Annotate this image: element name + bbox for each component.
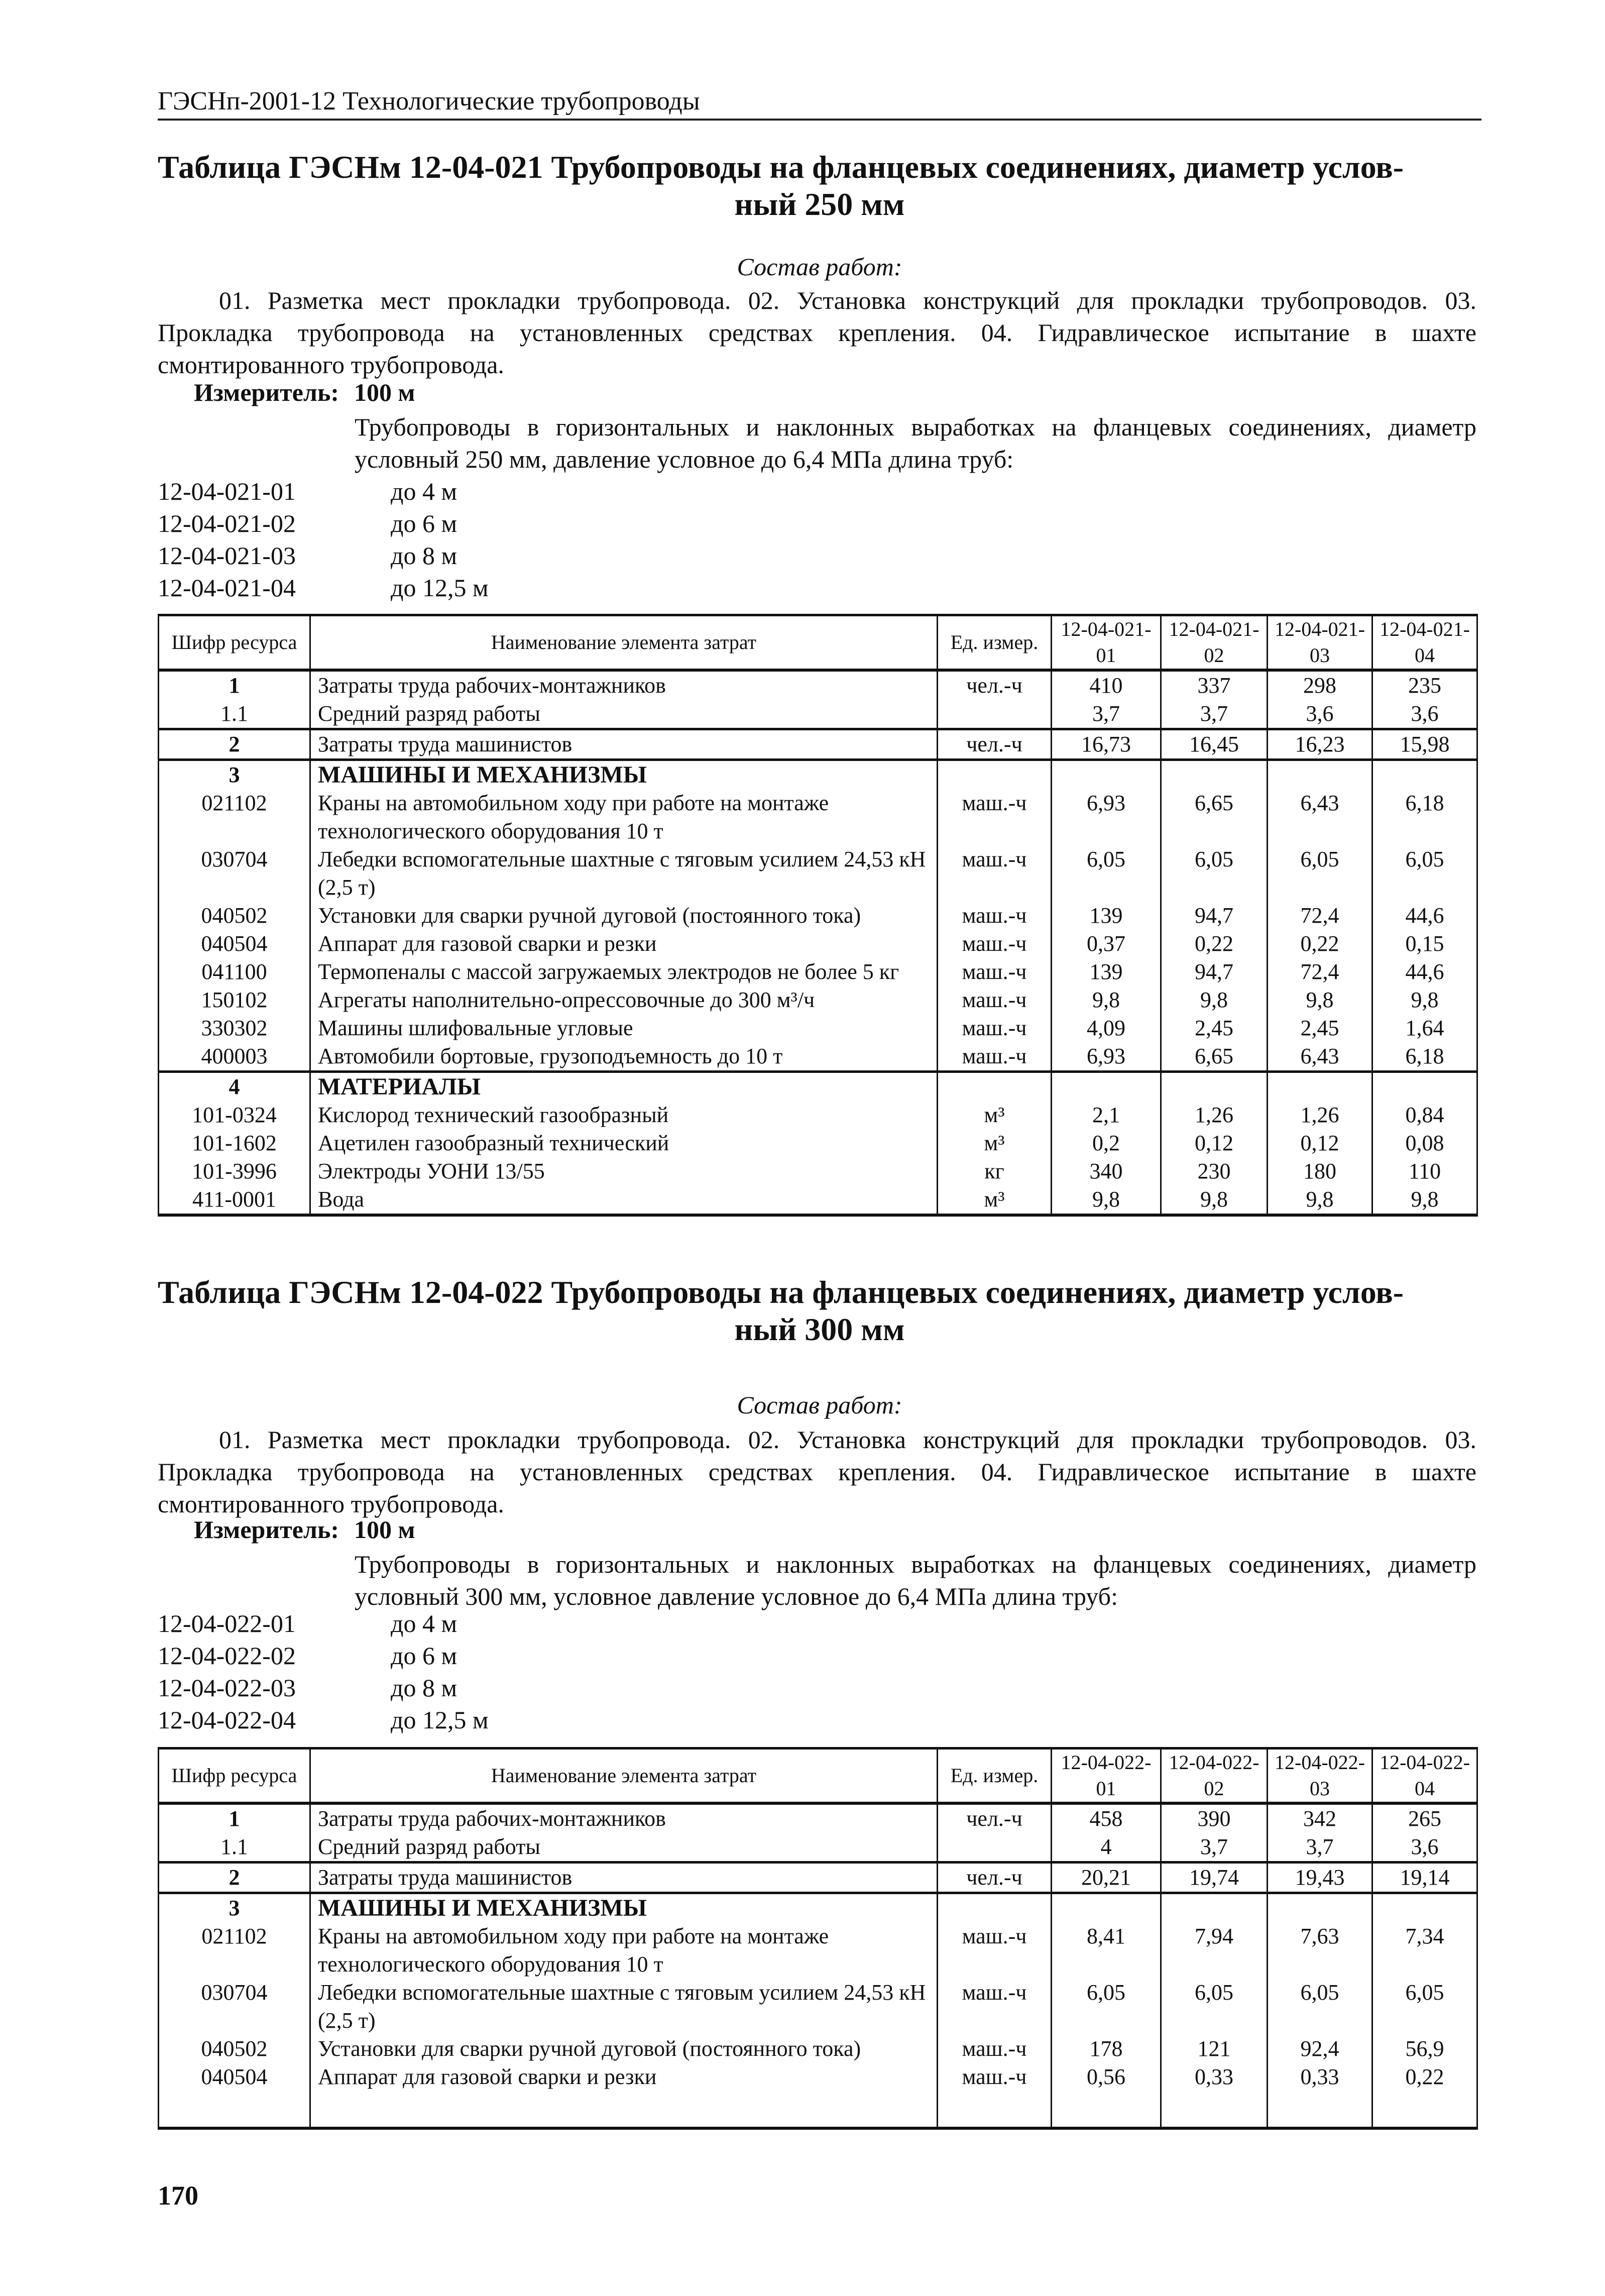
- value: 121: [1161, 2035, 1268, 2063]
- unit: м³: [938, 1185, 1052, 1215]
- header-norm-code: 12-04-022-04: [1372, 1748, 1477, 1804]
- table-row: [159, 700, 1477, 729]
- value: 6,05: [1372, 845, 1477, 902]
- value: 3,7: [1161, 1833, 1268, 1863]
- value: 9,8: [1372, 986, 1477, 1014]
- value: 0,56: [1052, 2063, 1161, 2128]
- resource-code: 040502: [159, 2035, 310, 2063]
- value: 6,05: [1052, 845, 1161, 902]
- value: 2,1: [1052, 1101, 1161, 1129]
- value: 0,33: [1161, 2063, 1268, 2128]
- value: 0,08: [1372, 1129, 1477, 1157]
- value: 139: [1052, 958, 1161, 986]
- resource-code: 021102: [159, 1922, 310, 1979]
- unit: чел.-ч: [938, 1803, 1052, 1833]
- resource-name: Аппарат для газовой сварки и резки: [310, 930, 938, 958]
- resource-code: 041100: [159, 958, 310, 986]
- value: 16,23: [1268, 729, 1372, 760]
- resource-name: Установки для сварки ручной дуговой (постоянного тока): [310, 902, 938, 930]
- resource-code: 400003: [159, 1042, 310, 1072]
- resource-name: Затраты труда машинистов: [310, 729, 938, 760]
- resource-name: Средний разряд работы: [310, 700, 938, 729]
- unit: [938, 700, 1052, 729]
- measure-label: Измеритель:: [194, 378, 339, 406]
- value: [1268, 1893, 1372, 1923]
- resource-name: Краны на автомобильном ходу при работе на монтаже технологического оборудования 10 т: [310, 1922, 938, 1979]
- value: [1372, 760, 1477, 790]
- table-title-2: [158, 1274, 1481, 1348]
- norm-code: 12-04-022-01: [158, 1609, 296, 1637]
- pipe-length: до 12,5 м: [391, 574, 489, 602]
- resource-code: 4: [159, 1072, 310, 1102]
- resource-name: Вода: [310, 1185, 938, 1215]
- value: 92,4: [1268, 2035, 1372, 2063]
- table-row: [159, 729, 1477, 760]
- value: 9,8: [1161, 1185, 1268, 1215]
- value: 7,34: [1372, 1922, 1477, 1979]
- value: [1052, 760, 1161, 790]
- resource-name: Кислород технический газообразный: [310, 1101, 938, 1129]
- unit: маш.-ч: [938, 789, 1052, 845]
- unit: маш.-ч: [938, 1922, 1052, 1979]
- value: 230: [1161, 1157, 1268, 1185]
- value: 110: [1372, 1157, 1477, 1185]
- table-header-row: [159, 1748, 1477, 1804]
- work-composition-text: 01. Разметка мест прокладки трубопровода. 02. Установка конструкций для прокладки трубопроводов. 03. Прокладка трубопровода на установленных средствах крепления. 04. Гидравлическое испытание в шахте смонтированного трубопровода.: [158, 286, 1476, 379]
- table-row: [159, 1042, 1477, 1072]
- resource-code: 040502: [159, 902, 310, 930]
- value: 6,05: [1372, 1979, 1477, 2035]
- value: 8,41: [1052, 1922, 1161, 1979]
- unit: чел.-ч: [938, 729, 1052, 760]
- norm-code: 12-04-021-03: [158, 541, 296, 570]
- norm-code-row: [158, 539, 489, 572]
- value: 0,37: [1052, 930, 1161, 958]
- header-code: Шифр ресурса: [159, 1748, 310, 1804]
- resource-code: 1.1: [159, 1833, 310, 1863]
- table-row: [159, 789, 1477, 845]
- resource-name: Аппарат для газовой сварки и резки: [310, 2063, 938, 2128]
- value: 15,98: [1372, 729, 1477, 760]
- norm-code: 12-04-021-01: [158, 477, 296, 505]
- value: 6,43: [1268, 789, 1372, 845]
- value: 9,8: [1268, 1185, 1372, 1215]
- norm-code-row: [158, 1672, 489, 1704]
- value: 6,18: [1372, 1042, 1477, 1072]
- value: 0,2: [1052, 1129, 1161, 1157]
- norm-code-row: [158, 1607, 489, 1639]
- value: 6,93: [1052, 789, 1161, 845]
- resource-code: 2: [159, 729, 310, 760]
- resource-name: МАШИНЫ И МЕХАНИЗМЫ: [310, 760, 938, 790]
- value: 44,6: [1372, 958, 1477, 986]
- value: 6,18: [1372, 789, 1477, 845]
- unit: маш.-ч: [938, 2035, 1052, 2063]
- norm-code-row: [158, 1704, 489, 1736]
- pipe-length: до 4 м: [391, 1609, 457, 1637]
- section-row: [159, 760, 1477, 790]
- value: 94,7: [1161, 902, 1268, 930]
- value: 3,7: [1268, 1833, 1372, 1863]
- value: 6,05: [1268, 845, 1372, 902]
- value: 6,43: [1268, 1042, 1372, 1072]
- header-name: Наименование элемента затрат: [310, 1748, 938, 1804]
- norm-code-row: [158, 1639, 489, 1672]
- value: 72,4: [1268, 958, 1372, 986]
- resource-name: Установки для сварки ручной дуговой (постоянного тока): [310, 2035, 938, 2063]
- resource-name: Средний разряд работы: [310, 1833, 938, 1863]
- header-norm-code: 12-04-021-01: [1052, 615, 1161, 671]
- work-composition-label: Состав работ:: [737, 253, 902, 281]
- resource-code: 1: [159, 670, 310, 700]
- norm-code: 12-04-021-02: [158, 509, 296, 537]
- header-name: Наименование элемента затрат: [310, 615, 938, 671]
- header-norm-code: 12-04-022-02: [1161, 1748, 1268, 1804]
- resource-code: 101-3996: [159, 1157, 310, 1185]
- value: 6,65: [1161, 1042, 1268, 1072]
- resource-name: Затраты труда рабочих-монтажников: [310, 1803, 938, 1833]
- header-norm-code: 12-04-022-01: [1052, 1748, 1161, 1804]
- value: 458: [1052, 1803, 1161, 1833]
- resource-code: 021102: [159, 789, 310, 845]
- unit: маш.-ч: [938, 845, 1052, 902]
- value: [1268, 760, 1372, 790]
- unit: [938, 1893, 1052, 1923]
- measure-value: 100 м: [354, 378, 415, 406]
- unit: [938, 760, 1052, 790]
- resource-name: Затраты труда рабочих-монтажников: [310, 670, 938, 700]
- table-row: [159, 2035, 1477, 2063]
- norm-codes-list: [158, 1607, 489, 1736]
- table-row: [159, 1129, 1477, 1157]
- value: [1161, 1072, 1268, 1102]
- value: 342: [1268, 1803, 1372, 1833]
- value: 6,05: [1268, 1979, 1372, 2035]
- value: 3,6: [1372, 700, 1477, 729]
- value: 298: [1268, 670, 1372, 700]
- norm-code-row: [158, 475, 489, 507]
- value: [1161, 1893, 1268, 1923]
- value: 180: [1268, 1157, 1372, 1185]
- work-composition-label: Состав работ:: [737, 1391, 902, 1419]
- table-row: [159, 1863, 1477, 1893]
- table-row: [159, 670, 1477, 700]
- value: 3,7: [1052, 700, 1161, 729]
- unit: [938, 1072, 1052, 1102]
- value: 0,33: [1268, 2063, 1372, 2128]
- measure-unit: [194, 1515, 415, 1544]
- pipe-length: до 6 м: [391, 509, 457, 537]
- value: 6,93: [1052, 1042, 1161, 1072]
- value: 0,22: [1161, 930, 1268, 958]
- value: 0,12: [1161, 1129, 1268, 1157]
- norm-code: 12-04-022-04: [158, 1706, 296, 1734]
- value: 1,26: [1161, 1101, 1268, 1129]
- resource-name: Лебедки вспомогательные шахтные с тяговым усилием 24,53 кН (2,5 т): [310, 845, 938, 902]
- header-norm-code: 12-04-021-04: [1372, 615, 1477, 671]
- value: 4: [1052, 1833, 1161, 1863]
- value: 6,05: [1161, 1979, 1268, 2035]
- value: 6,65: [1161, 789, 1268, 845]
- pipe-length: до 6 м: [391, 1642, 457, 1670]
- value: 4,09: [1052, 1014, 1161, 1042]
- value: 0,22: [1268, 930, 1372, 958]
- unit: чел.-ч: [938, 670, 1052, 700]
- resource-code: 1.1: [159, 700, 310, 729]
- resource-name: Агрегаты наполнительно-опрессовочные до 300 м³/ч: [310, 986, 938, 1014]
- resource-name: МАШИНЫ И МЕХАНИЗМЫ: [310, 1893, 938, 1923]
- value: 44,6: [1372, 902, 1477, 930]
- table-row: [159, 986, 1477, 1014]
- resource-code: 101-1602: [159, 1129, 310, 1157]
- value: 9,8: [1052, 986, 1161, 1014]
- value: 7,94: [1161, 1922, 1268, 1979]
- norm-codes-list: [158, 475, 489, 604]
- value: 72,4: [1268, 902, 1372, 930]
- table-row: [159, 1101, 1477, 1129]
- table-row: [159, 1833, 1477, 1863]
- value: 19,14: [1372, 1863, 1477, 1893]
- resource-code: 030704: [159, 1979, 310, 2035]
- value: [1268, 1072, 1372, 1102]
- section-row: [159, 1893, 1477, 1923]
- value: 19,74: [1161, 1863, 1268, 1893]
- value: 340: [1052, 1157, 1161, 1185]
- table-row: [159, 1922, 1477, 1979]
- unit: маш.-ч: [938, 1979, 1052, 2035]
- value: 337: [1161, 670, 1268, 700]
- resource-code: 411-0001: [159, 1185, 310, 1215]
- header-norm-code: 12-04-022-03: [1268, 1748, 1372, 1804]
- title-line-1: Таблица ГЭСНм 12-04-021 Трубопроводы на фланцевых соединениях, диаметр услов-: [158, 149, 1404, 185]
- unit: кг: [938, 1157, 1052, 1185]
- table-row: [159, 845, 1477, 902]
- norm-code-row: [158, 572, 489, 604]
- resource-name: Ацетилен газообразный технический: [310, 1129, 938, 1157]
- value: 1,26: [1268, 1101, 1372, 1129]
- resource-code: 1: [159, 1803, 310, 1833]
- value: 3,6: [1268, 700, 1372, 729]
- value: 178: [1052, 2035, 1161, 2063]
- value: 6,05: [1161, 845, 1268, 902]
- pipe-length: до 8 м: [391, 1674, 457, 1702]
- norm-code: 12-04-022-03: [158, 1674, 296, 1702]
- value: 19,43: [1268, 1863, 1372, 1893]
- resource-code: 3: [159, 1893, 310, 1923]
- unit: м³: [938, 1129, 1052, 1157]
- pipe-length: до 4 м: [391, 477, 457, 505]
- measure-unit: [194, 378, 415, 407]
- value: 16,45: [1161, 729, 1268, 760]
- unit: чел.-ч: [938, 1863, 1052, 1893]
- resource-name: МАТЕРИАЛЫ: [310, 1072, 938, 1102]
- unit: маш.-ч: [938, 2063, 1052, 2128]
- page-number: 170: [158, 2180, 198, 2211]
- norm-description: Трубопроводы в горизонтальных и наклонных выработках на фланцевых соединениях, диаметр условный 300 мм, условное давление условное до 6,4 МПа длина труб:: [355, 1550, 1476, 1610]
- value: 7,63: [1268, 1922, 1372, 1979]
- title-line-2: ный 250 мм: [734, 186, 905, 222]
- norm-code-row: [158, 507, 489, 539]
- value: 2,45: [1161, 1014, 1268, 1042]
- resource-table-2: [158, 1747, 1478, 2130]
- table-row: [159, 1803, 1477, 1833]
- table-row: [159, 1185, 1477, 1215]
- unit: маш.-ч: [938, 930, 1052, 958]
- header-unit: Ед. измер.: [938, 615, 1052, 671]
- header-unit: Ед. измер.: [938, 1748, 1052, 1804]
- norm-description: Трубопроводы в горизонтальных и наклонных выработках на фланцевых соединениях, диаметр условный 250 мм, давление условное до 6,4 МПа длина труб:: [355, 413, 1476, 473]
- value: 56,9: [1372, 2035, 1477, 2063]
- table-row: [159, 1979, 1477, 2035]
- table-row: [159, 1014, 1477, 1042]
- unit: маш.-ч: [938, 1042, 1052, 1072]
- table-row: [159, 902, 1477, 930]
- value: 0,22: [1372, 2063, 1477, 2128]
- resource-code: 3: [159, 760, 310, 790]
- table-row: [159, 1157, 1477, 1185]
- value: 3,6: [1372, 1833, 1477, 1863]
- value: 6,05: [1052, 1979, 1161, 2035]
- table-row: [159, 958, 1477, 986]
- header-divider: [158, 119, 1481, 121]
- section-row: [159, 1072, 1477, 1102]
- value: 0,12: [1268, 1129, 1372, 1157]
- header-norm-code: 12-04-021-02: [1161, 615, 1268, 671]
- resource-code: 330302: [159, 1014, 310, 1042]
- value: 9,8: [1372, 1185, 1477, 1215]
- resource-name: Электроды УОНИ 13/55: [310, 1157, 938, 1185]
- resource-code: 040504: [159, 930, 310, 958]
- value: [1372, 1072, 1477, 1102]
- value: 390: [1161, 1803, 1268, 1833]
- value: 20,21: [1052, 1863, 1161, 1893]
- resource-name: Краны на автомобильном ходу при работе на монтаже технологического оборудования 10 т: [310, 789, 938, 845]
- value: 1,64: [1372, 1014, 1477, 1042]
- table-row: [159, 2063, 1477, 2128]
- value: 0,84: [1372, 1101, 1477, 1129]
- title-line-1: Таблица ГЭСНм 12-04-022 Трубопроводы на фланцевых соединениях, диаметр услов-: [158, 1274, 1404, 1310]
- norm-code: 12-04-022-02: [158, 1642, 296, 1670]
- unit: м³: [938, 1101, 1052, 1129]
- table-row: [159, 930, 1477, 958]
- value: 9,8: [1268, 986, 1372, 1014]
- value: 139: [1052, 902, 1161, 930]
- value: 9,8: [1161, 986, 1268, 1014]
- pipe-length: до 8 м: [391, 541, 457, 570]
- value: 3,7: [1161, 700, 1268, 729]
- value: 265: [1372, 1803, 1477, 1833]
- value: 16,73: [1052, 729, 1161, 760]
- value: 94,7: [1161, 958, 1268, 986]
- unit: маш.-ч: [938, 958, 1052, 986]
- resource-name: Лебедки вспомогательные шахтные с тяговым усилием 24,53 кН (2,5 т): [310, 1979, 938, 2035]
- norm-code: 12-04-021-04: [158, 574, 296, 602]
- value: 9,8: [1052, 1185, 1161, 1215]
- unit: маш.-ч: [938, 902, 1052, 930]
- value: 2,45: [1268, 1014, 1372, 1042]
- resource-table-1: [158, 614, 1478, 1217]
- value: 0,15: [1372, 930, 1477, 958]
- resource-code: 030704: [159, 845, 310, 902]
- value: 410: [1052, 670, 1161, 700]
- resource-name: Машины шлифовальные угловые: [310, 1014, 938, 1042]
- resource-code: 101-0324: [159, 1101, 310, 1129]
- unit: маш.-ч: [938, 1014, 1052, 1042]
- value: [1372, 1893, 1477, 1923]
- resource-code: 150102: [159, 986, 310, 1014]
- measure-label: Измеритель:: [194, 1515, 339, 1544]
- resource-code: 2: [159, 1863, 310, 1893]
- table-title-1: [158, 149, 1481, 223]
- title-line-2: ный 300 мм: [734, 1311, 905, 1347]
- value: 235: [1372, 670, 1477, 700]
- value: [1052, 1893, 1161, 1923]
- value: [1052, 1072, 1161, 1102]
- table-header-row: [159, 615, 1477, 671]
- header-code: Шифр ресурса: [159, 615, 310, 671]
- unit: [938, 1833, 1052, 1863]
- value: [1161, 760, 1268, 790]
- header-norm-code: 12-04-021-03: [1268, 615, 1372, 671]
- pipe-length: до 12,5 м: [391, 1706, 489, 1734]
- unit: маш.-ч: [938, 986, 1052, 1014]
- resource-name: Термопеналы с массой загружаемых электродов не более 5 кг: [310, 958, 938, 986]
- work-composition-text: 01. Разметка мест прокладки трубопровода. 02. Установка конструкций для прокладки трубопроводов. 03. Прокладка трубопровода на установленных средствах крепления. 04. Гидравлическое испытание в шахте смонтированного трубопровода.: [158, 1426, 1476, 1518]
- measure-value: 100 м: [354, 1515, 415, 1544]
- resource-name: Затраты труда машинистов: [310, 1863, 938, 1893]
- resource-name: Автомобили бортовые, грузоподъемность до 10 т: [310, 1042, 938, 1072]
- running-header: ГЭСНп-2001-12 Технологические трубопроводы: [158, 87, 700, 116]
- resource-code: 040504: [159, 2063, 310, 2128]
